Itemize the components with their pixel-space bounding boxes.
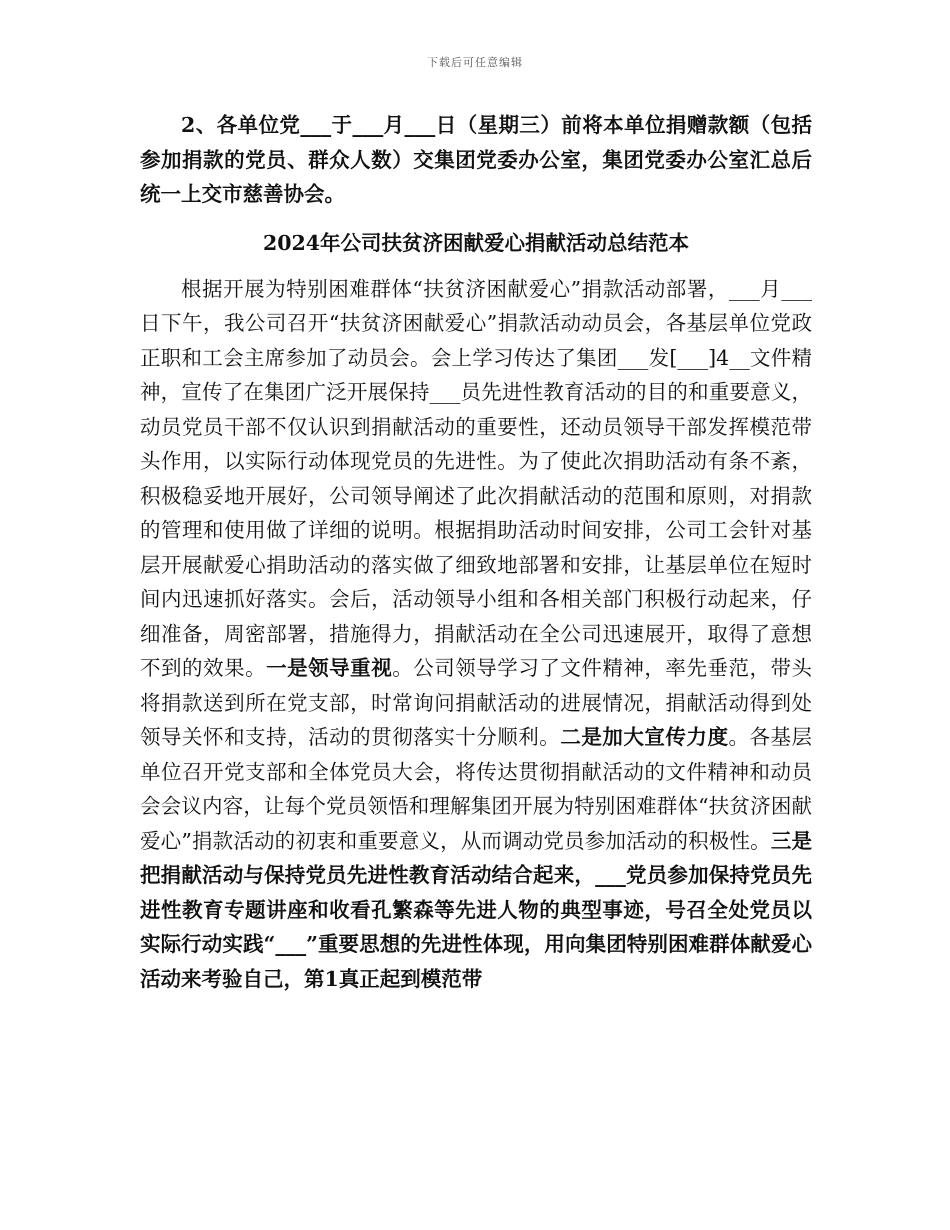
body-text-part2: 。公司领导学习了文件精神，率先垂范，带头将捐款送到所在党支部，时常询问捐献活动的进展情况，捐献活动得到处领导关怀和支持，活动的贯彻落实十分顺利。 bbox=[140, 656, 813, 749]
document-title: 2024年公司扶贫济困献爱心捐献活动总结范本 bbox=[262, 230, 690, 255]
body-paragraph bbox=[140, 272, 812, 997]
header-note: 下载后可任意编辑 bbox=[427, 56, 523, 69]
body-text-part1: 根据开展为特别困难群体“扶贫济困献爱心”捐款活动部署，___月___日下午，我公司召开“扶贫济困献爱心”捐款活动动员会，各基层单位党政正职和工会主席参加了动员会。会上学习传达了集团___发[___]4__文件精神，宣传了在集团广泛开展保持___员先进性教育活动的目的和重要意义，动员党员干部不仅认识到捐献活动的重要性，还动员领导干部发挥模范带头作用，以实际行动体现党员的先进性。为了使此次捐助活动有条不紊，积极稳妥地开展好，公司领导阐述了此次捐献活动的范围和原则，对捐款的管理和使用做了详细的说明。根据捐助活动时间安排，公司工会针对基层开展献爱心捐助活动的落实做了细致地部署和安排，让基层单位在短时间内迅速抓好落实。会后，活动领导小组和各相关部门积极行动起来，仔细准备，周密部署，措施得力，捐献活动在全公司迅速展开，取得了意想不到的效果。 bbox=[140, 276, 812, 680]
intro-paragraph: 2、各单位党___于___月___日（星期三）前将本单位捐赠款额（包括参加捐款的党员、群众人数）交集团党委办公室，集团党委办公室汇总后统一上交市慈善协会。 bbox=[140, 113, 812, 206]
document-content bbox=[140, 108, 812, 996]
body-text-part3: 。各基层单位召开党支部和全体党员大会，将传达贯彻捐献活动的文件精神和动员会会议内容，让每个党员领悟和理解集团开展为特别困难群体“扶贫济困献爱心”捐款活动的初衷和重要意义，从而调动党员参加活动的积极性。 bbox=[140, 725, 813, 853]
heading-leadership-attention: 一是领导重视 bbox=[266, 656, 393, 680]
heading-combined-activity: 三是把捐献活动与保持党员先进性教育活动结合起来，___党员参加保持党员先进性教育专题讲座和收看孔繁森等先进人物的典型事迹，号召全处党员以实际行动实践“___”重要思想的先进性体现，用向集团特别困难群体献爱心活动来考验自己，第1真正起到模范带 bbox=[140, 828, 813, 991]
heading-publicity: 二是加大宣传力度 bbox=[560, 725, 729, 749]
